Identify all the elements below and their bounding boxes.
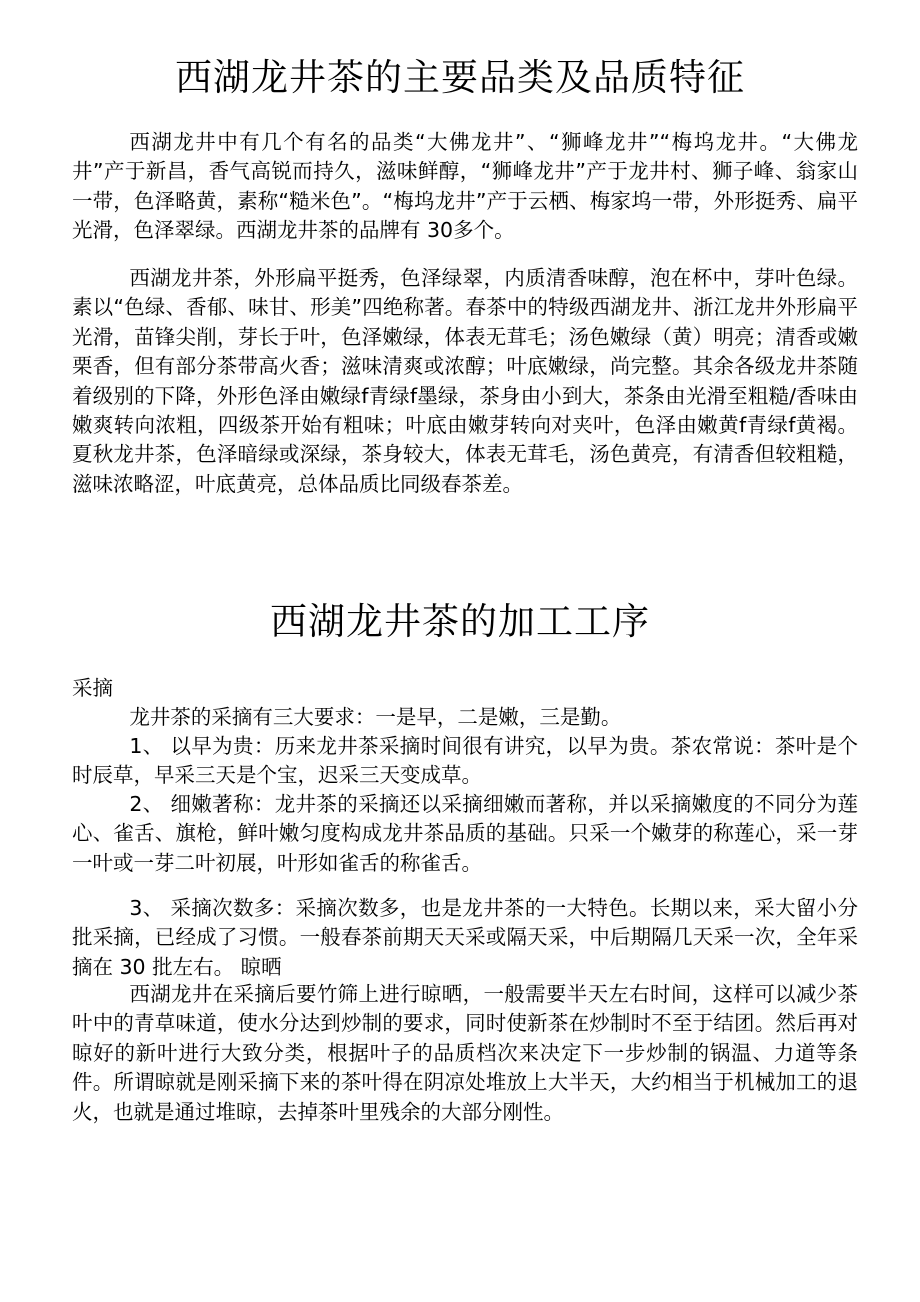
subheading-picking: 采摘	[72, 676, 113, 700]
list-item-early: 1、 以早为贵：历来龙井茶采摘时间很有讲究，以早为贵。茶农常说：茶叶是个时辰草，早采三天是个宝，迟采三天变成草。	[72, 734, 858, 788]
paragraph-drying: 西湖龙井在采摘后要竹筛上进行晾晒，一般需要半天左右时间，这样可以减少茶叶中的青草味道，使水分达到炒制的要求，同时使新茶在炒制时不至于结团。然后再对晾好的新叶进行大致分类，根据叶子的品质档次来决定下一步炒制的锅温、力道等条件。所谓晾就是刚采摘下来的茶叶得在阴凉处堆放上大半天，大约相当于机械加工的退火，也就是通过堆晾，去掉茶叶里残余的大部分刚性。	[72, 982, 858, 1124]
paragraph-varieties: 西湖龙井中有几个有名的品类“大佛龙井”、“狮峰龙井”“梅坞龙井。“大佛龙井”产于新昌，香气高锐而持久，滋味鲜醇，“狮峰龙井”产于龙井村、狮子峰、翁家山一带，色泽略黄，素称“糙米色”。“梅坞龙井”产于云栖、梅家坞一带，外形挺秀、扁平光滑，色泽翠绿。西湖龙井茶的品牌有 30多个。	[72, 130, 858, 243]
paragraph-picking-intro: 龙井茶的采摘有三大要求：一是早，二是嫩，三是勤。	[129, 705, 622, 729]
section-title-processing: 西湖龙井茶的加工工序	[270, 600, 650, 643]
list-item-frequency: 3、 采摘次数多：采摘次数多，也是龙井茶的一大特色。长期以来，采大留小分批采摘，已经成了习惯。一般春茶前期天天采或隔天采，中后期隔几天采一次，全年采摘在 30 批左右。 晾晒	[72, 896, 858, 979]
list-item-tender: 2、 细嫩著称：龙井茶的采摘还以采摘细嫩而著称，并以采摘嫩度的不同分为莲心、雀舌、旗枪，鲜叶嫩匀度构成龙井茶品质的基础。只采一个嫩芽的称莲心，采一芽一叶或一芽二叶初展，叶形如雀舌的称雀舌。	[72, 792, 858, 875]
section-title-varieties: 西湖龙井茶的主要品类及品质特征	[175, 56, 745, 99]
paragraph-quality: 西湖龙井茶，外形扁平挺秀，色泽绿翠，内质清香味醇，泡在杯中，芽叶色绿。素以“色绿、香郁、味甘、形美”四绝称著。春茶中的特级西湖龙井、浙江龙井外形扁平光滑，苗锋尖削，芽长于叶，色泽嫩绿，体表无茸毛；汤色嫩绿（黄）明亮；清香或嫩栗香，但有部分茶带高火香；滋味清爽或浓醇；叶底嫩绿，尚完整。其余各级龙井茶随着级别的下降，外形色泽由嫩绿f青绿f墨绿，茶身由小到大，茶条由光滑至粗糙/香味由嫩爽转向浓粗，四级茶开始有粗味；叶底由嫩芽转向对夹叶，色泽由嫩黄f青绿f黄褐。夏秋龙井茶，色泽暗绿或深绿，茶身较大，体表无茸毛，汤色黄亮，有清香但较粗糙，滋味浓略涩，叶底黄亮，总体品质比同级春茶差。	[72, 266, 858, 496]
